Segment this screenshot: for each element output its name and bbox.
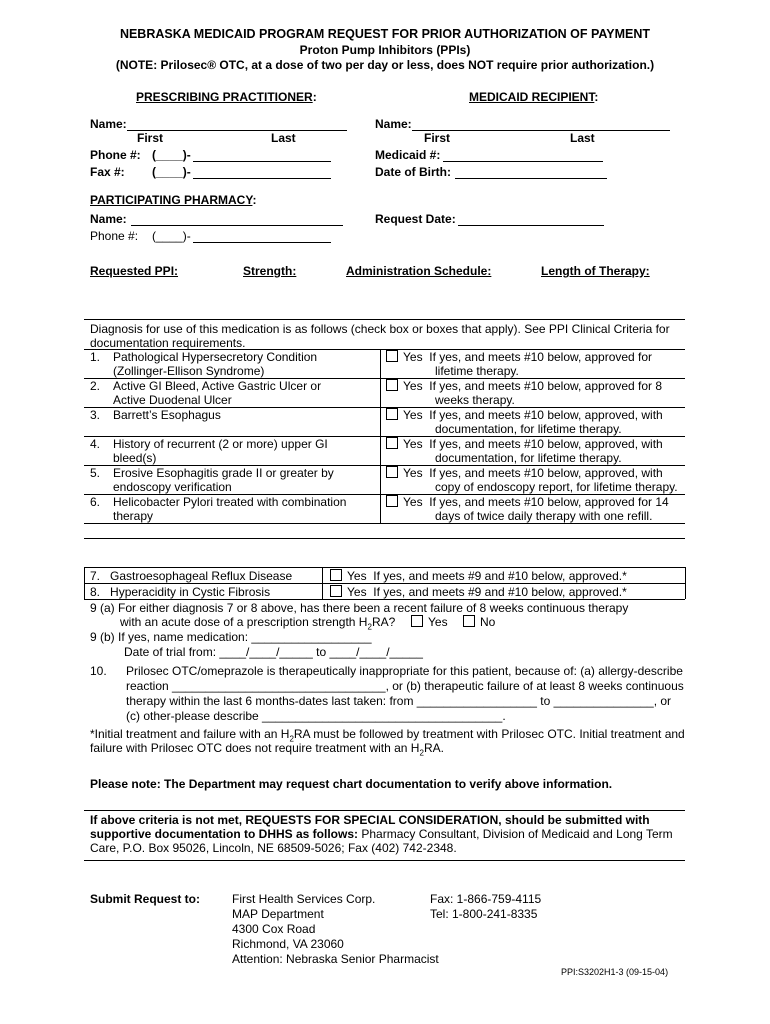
question-9a-no-checkbox[interactable] xyxy=(463,615,475,627)
prescriber-first-label: First xyxy=(137,131,164,145)
table-border xyxy=(84,583,685,584)
diagnosis-3-yes[interactable]: Yes If yes, and meets #10 below, approved, with documentation, for lifetime therapy. xyxy=(386,408,663,436)
diagnosis-6-label: 6. Helicobacter Pylori treated with combination therapy xyxy=(90,495,347,523)
form-title: NEBRASKA MEDICAID PROGRAM REQUEST FOR PRIOR AUTHORIZATION OF PAYMENT xyxy=(119,27,651,41)
submit-tel: Tel: 1-800-241-8335 xyxy=(430,907,538,921)
diagnosis-6-checkbox[interactable] xyxy=(386,495,398,507)
prescriber-phone-label: Phone #: xyxy=(90,148,141,162)
table-border xyxy=(84,523,685,524)
request-date-field[interactable] xyxy=(458,225,604,226)
footnote-line2: failure with Prilosec OTC does not require treatment with an $H_2RA$. xyxy=(90,741,444,758)
diagnosis-5-label: 5. Erosive Esophagitis grade II or greater by endoscopy verification xyxy=(90,466,334,494)
prescriber-fax-label: Fax #: xyxy=(90,165,125,179)
diagnosis-8-yes[interactable]: Yes If yes, and meets #9 and #10 below, approved.* xyxy=(330,585,627,599)
prescriber-phone-area: (____)- xyxy=(152,148,191,162)
diagnosis-8-checkbox[interactable] xyxy=(330,585,342,597)
footnote-line1: *Initial treatment and failure with an $H_2RA$ must be followed by treatment with Prilosec OTC. Initial treatment and xyxy=(90,727,685,744)
pharmacy-phone-area: (____)- xyxy=(152,229,191,243)
requested-ppi-header: Requested PPI: xyxy=(90,264,179,278)
diagnosis-3-label: 3. Barrett’s Esophagus xyxy=(90,408,221,422)
prescriber-fax-area: (____)- xyxy=(152,165,191,179)
question-9b: 9 (b) If yes, name medication: __________________ xyxy=(90,630,372,644)
please-note: Please note: The Department may request chart documentation to verify above information. xyxy=(90,777,613,791)
section-divider xyxy=(84,319,685,320)
diagnosis-2-label: 2. Active GI Bleed, Active Gastric Ulcer or Active Duodenal Ulcer xyxy=(90,379,322,407)
question-10-line3: therapy within the last 6 months-dates last taken: from __________________ to _______________, or xyxy=(126,694,672,708)
question-9b-dates: Date of trial from: ____/____/_____ to ____/____/_____ xyxy=(124,645,423,659)
section-divider xyxy=(84,860,685,861)
diagnosis-intro: Diagnosis for use of this medication is as follows (check box or boxes that apply). See PPI Clinical Criteria for xyxy=(90,322,670,336)
prescriber-last-label: Last xyxy=(271,131,296,145)
question-9a-no[interactable]: No xyxy=(463,615,495,629)
special-line3: Care, P.O. Box 95026, Lincoln, NE 68509-5026; Fax (402) 742-2348. xyxy=(90,841,457,855)
diagnosis-intro-2: documentation requirements. xyxy=(90,336,246,350)
question-10-line4: (c) other-please describe ____________________________________. xyxy=(126,709,506,723)
diagnosis-1-yes[interactable]: Yes If yes, and meets #10 below, approved for lifetime therapy. xyxy=(386,350,652,378)
medicaid-number-field[interactable] xyxy=(443,161,603,162)
diagnosis-7-checkbox[interactable] xyxy=(330,569,342,581)
diagnosis-4-label: 4. History of recurrent (2 or more) upper GI bleed(s) xyxy=(90,437,328,465)
question-9a-yes-checkbox[interactable] xyxy=(411,615,423,627)
request-date-label: Request Date: xyxy=(375,212,456,226)
length-of-therapy-header: Length of Therapy: xyxy=(541,264,650,278)
diagnosis-5-yes[interactable]: Yes If yes, and meets #10 below, approved, with copy of endoscopy report, for lifetime therapy. xyxy=(386,466,678,494)
pharmacy-name-field[interactable] xyxy=(131,225,343,226)
diagnosis-4-checkbox[interactable] xyxy=(386,437,398,449)
recipient-last-label: Last xyxy=(570,131,595,145)
prescriber-fax-field[interactable] xyxy=(193,178,331,179)
submit-address-4: Richmond, VA 23060 xyxy=(232,937,344,951)
recipient-first-label: First xyxy=(424,131,451,145)
diagnosis-2-yes[interactable]: Yes If yes, and meets #10 below, approved for 8 weeks therapy. xyxy=(386,379,662,407)
medicaid-number-label: Medicaid #: xyxy=(375,148,441,162)
prescriber-phone-field[interactable] xyxy=(193,161,331,162)
special-line2: supportive documentation to DHHS as follows: Pharmacy Consultant, Division of Medicaid and Long Term xyxy=(90,827,673,841)
special-line1: If above criteria is not met, REQUESTS FOR SPECIAL CONSIDERATION, should be submitted with xyxy=(90,813,650,827)
question-10-line2: reaction ________________________________, or (b) therapeutic failure of at least 8 weeks continuous xyxy=(126,679,684,693)
question-9a-line2: with an acute dose of a prescription strength $H_2RA$? xyxy=(120,615,396,632)
recipient-heading: MEDICAID RECIPIENT: xyxy=(469,90,599,104)
prescriber-name-label: Name: xyxy=(90,117,127,131)
section-divider xyxy=(84,538,685,539)
diagnosis-3-checkbox[interactable] xyxy=(386,408,398,420)
diagnosis-6-yes[interactable]: Yes If yes, and meets #10 below, approved for 14 days of twice daily therapy with one refill. xyxy=(386,495,669,523)
form-subtitle: Proton Pump Inhibitors (PPIs) xyxy=(299,43,471,57)
dob-field[interactable] xyxy=(455,178,607,179)
diagnosis-4-yes[interactable]: Yes If yes, and meets #10 below, approved, with documentation, for lifetime therapy. xyxy=(386,437,663,465)
question-9a-yes[interactable]: Yes xyxy=(411,615,448,629)
pharmacy-phone-label: Phone #: xyxy=(90,229,139,243)
table-border xyxy=(84,599,685,600)
table-border xyxy=(84,567,685,568)
table-divider xyxy=(84,567,85,599)
question-10-number: 10. xyxy=(90,664,107,678)
submit-address-2: MAP Department xyxy=(232,907,324,921)
prescriber-heading: PRESCRIBING PRACTITIONER: xyxy=(136,90,317,104)
strength-header: Strength: xyxy=(243,264,297,278)
table-divider xyxy=(322,567,323,599)
submit-fax: Fax: 1-866-759-4115 xyxy=(430,892,542,906)
question-9a: 9 (a) For either diagnosis 7 or 8 above, has there been a recent failure of 8 weeks continuous therapy xyxy=(90,601,629,615)
pharmacy-heading: PARTICIPATING PHARMACY: xyxy=(90,193,257,207)
form-id: PPI:S3202H1-3 (09-15-04) xyxy=(561,967,669,977)
section-divider xyxy=(84,810,685,811)
diagnosis-8-label: 8. Hyperacidity in Cystic Fibrosis xyxy=(90,585,271,599)
question-10-line1: Prilosec OTC/omeprazole is therapeutically inappropriate for this patient, because of: (a) allergy-describe xyxy=(126,664,683,678)
submit-address-5: Attention: Nebraska Senior Pharmacist xyxy=(232,952,439,966)
dob-label: Date of Birth: xyxy=(375,165,451,179)
diagnosis-7-yes[interactable]: Yes If yes, and meets #9 and #10 below, approved.* xyxy=(330,569,627,583)
diagnosis-1-checkbox[interactable] xyxy=(386,350,398,362)
pharmacy-phone-field[interactable] xyxy=(193,242,331,243)
recipient-name-field[interactable] xyxy=(412,130,670,131)
diagnosis-7-label: 7. Gastroesophageal Reflux Disease xyxy=(90,569,293,583)
submit-label: Submit Request to: xyxy=(90,892,200,906)
table-divider xyxy=(685,567,686,599)
diagnosis-5-checkbox[interactable] xyxy=(386,466,398,478)
pharmacy-name-label: Name: xyxy=(90,212,127,226)
administration-schedule-header: Administration Schedule: xyxy=(346,264,492,278)
recipient-name-label: Name: xyxy=(375,117,412,131)
submit-address-3: 4300 Cox Road xyxy=(232,922,316,936)
diagnosis-2-checkbox[interactable] xyxy=(386,379,398,391)
diagnosis-1-label: 1. Pathological Hypersecretory Condition (Zollinger-Ellison Syndrome) xyxy=(90,350,318,378)
form-note: (NOTE: Prilosec® OTC, at a dose of two per day or less, does NOT require prior authorization.) xyxy=(115,58,655,72)
submit-address-1: First Health Services Corp. xyxy=(232,892,376,906)
